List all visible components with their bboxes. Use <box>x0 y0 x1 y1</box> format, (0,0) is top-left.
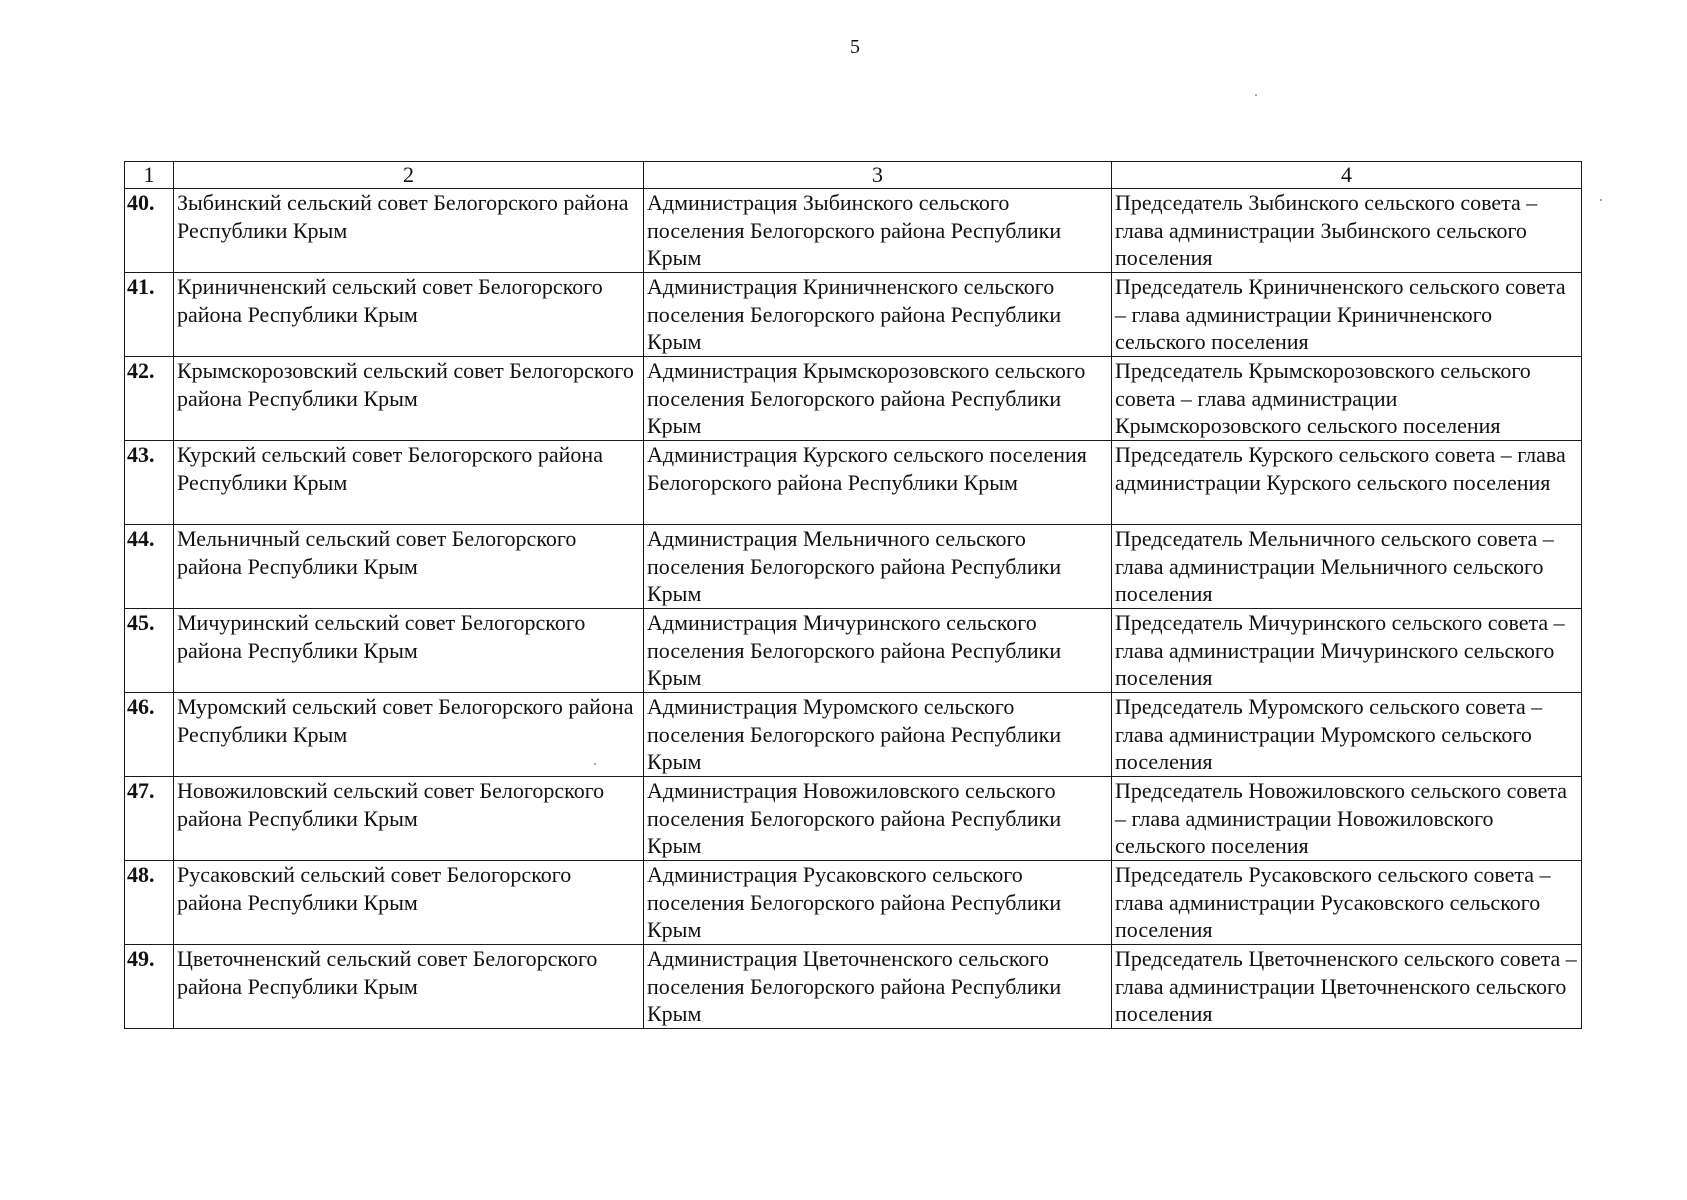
council-cell: Новожиловский сельский совет Белогорского района Республики Крым <box>174 777 644 861</box>
table-row <box>125 525 1582 609</box>
head-cell: Председатель Русаковского сельского совета – глава администрации Русаковского сельского поселения <box>1112 861 1582 945</box>
page-number: 5 <box>850 36 860 58</box>
council-cell: Курский сельский совет Белогорского района Республики Крым <box>174 441 644 525</box>
header-row <box>125 162 1582 189</box>
head-cell: Председатель Цветочненского сельского совета – глава администрации Цветочненского сельского поселения <box>1112 945 1582 1029</box>
administration-cell: Администрация Цветочненского сельского поселения Белогорского района Республики Крым <box>644 945 1112 1029</box>
head-cell: Председатель Мичуринского сельского совета – глава администрации Мичуринского сельского поселения <box>1112 609 1582 693</box>
council-cell: Муромский сельский совет Белогорского района Республики Крым <box>174 693 644 777</box>
table-row <box>125 357 1582 441</box>
head-cell: Председатель Курского сельского совета – глава администрации Курского сельского поселения <box>1112 441 1582 525</box>
administration-cell: Администрация Криничненского сельского поселения Белогорского района Республики Крым <box>644 273 1112 357</box>
table-row <box>125 693 1582 777</box>
column-header-4: 4 <box>1112 162 1582 189</box>
council-cell: Цветочненский сельский совет Белогорского района Республики Крым <box>174 945 644 1029</box>
table-row <box>125 945 1582 1029</box>
scan-speck <box>1600 199 1602 201</box>
council-cell: Русаковский сельский совет Белогорского района Республики Крым <box>174 861 644 945</box>
council-cell: Криничненский сельский совет Белогорского района Республики Крым <box>174 273 644 357</box>
row-number: 41. <box>125 273 174 357</box>
row-number: 42. <box>125 357 174 441</box>
administration-cell: Администрация Зыбинского сельского поселения Белогорского района Республики Крым <box>644 189 1112 273</box>
head-cell: Председатель Новожиловского сельского совета – глава администрации Новожиловского сельского поселения <box>1112 777 1582 861</box>
row-number: 48. <box>125 861 174 945</box>
administration-cell: Администрация Крымскорозовского сельского поселения Белогорского района Республики Крым <box>644 357 1112 441</box>
council-cell: Крымскорозовский сельский совет Белогорского района Республики Крым <box>174 357 644 441</box>
council-cell: Зыбинский сельский совет Белогорского района Республики Крым <box>174 189 644 273</box>
column-header-2: 2 <box>174 162 644 189</box>
administration-cell: Администрация Курского сельского поселения Белогорского района Республики Крым <box>644 441 1112 525</box>
row-number: 44. <box>125 525 174 609</box>
head-cell: Председатель Мельничного сельского совета – глава администрации Мельничного сельского поселения <box>1112 525 1582 609</box>
table-row <box>125 609 1582 693</box>
administration-cell: Администрация Мельничного сельского поселения Белогорского района Республики Крым <box>644 525 1112 609</box>
head-cell: Председатель Криничненского сельского совета – глава администрации Криничненского сельского поселения <box>1112 273 1582 357</box>
table-row <box>125 189 1582 273</box>
administration-cell: Администрация Новожиловского сельского поселения Белогорского района Республики Крым <box>644 777 1112 861</box>
document-table <box>124 161 1582 1029</box>
head-cell: Председатель Крымскорозовского сельского совета – глава администрации Крымскорозовского сельского поселения <box>1112 357 1582 441</box>
row-number: 43. <box>125 441 174 525</box>
table-row <box>125 777 1582 861</box>
scan-speck <box>1255 94 1257 96</box>
row-number: 45. <box>125 609 174 693</box>
column-header-1: 1 <box>125 162 174 189</box>
row-number: 40. <box>125 189 174 273</box>
table-row <box>125 441 1582 525</box>
row-number: 47. <box>125 777 174 861</box>
administration-cell: Администрация Муромского сельского поселения Белогорского района Республики Крым <box>644 693 1112 777</box>
administration-cell: Администрация Мичуринского сельского поселения Белогорского района Республики Крым <box>644 609 1112 693</box>
row-number: 46. <box>125 693 174 777</box>
head-cell: Председатель Зыбинского сельского совета – глава администрации Зыбинского сельского поселения <box>1112 189 1582 273</box>
head-cell: Председатель Муромского сельского совета – глава администрации Муромского сельского поселения <box>1112 693 1582 777</box>
row-number: 49. <box>125 945 174 1029</box>
table-row <box>125 861 1582 945</box>
administration-cell: Администрация Русаковского сельского поселения Белогорского района Республики Крым <box>644 861 1112 945</box>
table-row <box>125 273 1582 357</box>
column-header-3: 3 <box>644 162 1112 189</box>
council-cell: Мичуринский сельский совет Белогорского района Республики Крым <box>174 609 644 693</box>
council-cell: Мельничный сельский совет Белогорского района Республики Крым <box>174 525 644 609</box>
